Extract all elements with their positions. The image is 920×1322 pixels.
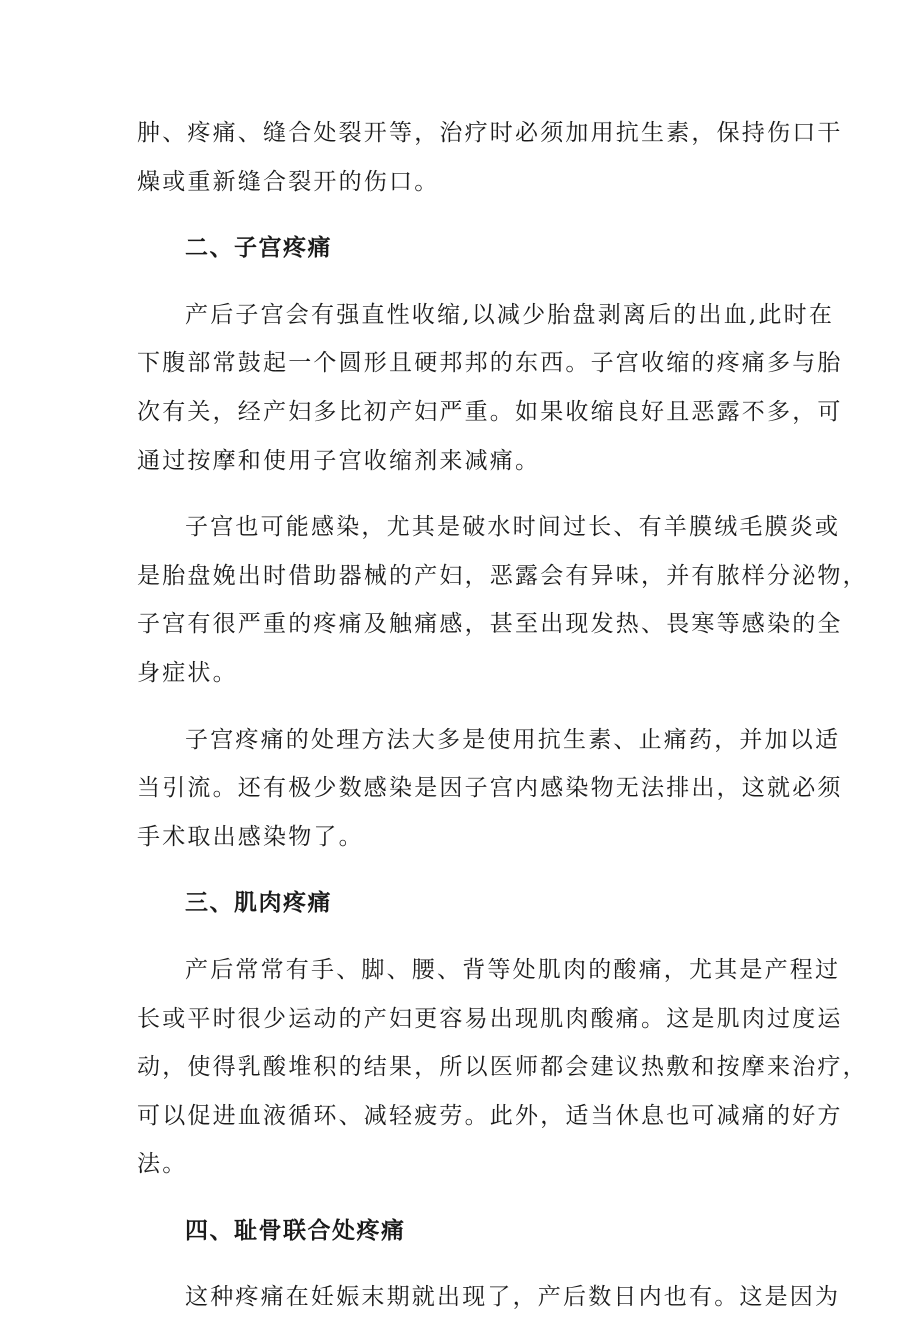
paragraph — [137, 291, 843, 485]
text-line: 长或平时很少运动的产妇更容易出现肌肉酸痛。这是肌肉过度运 — [137, 1005, 843, 1032]
text-line: 产后子宫会有强直性收缩,以减少胎盘剥离后的出血,此时在 — [185, 301, 835, 328]
text-line: 身症状。 — [137, 659, 238, 686]
text-line: 子宫疼痛的处理方法大多是使用抗生素、止痛药，并加以适 — [185, 726, 841, 753]
paragraph-gap — [137, 485, 793, 503]
text-line: 是胎盘娩出时借助器械的产妇，恶露会有异味，并有脓样分泌物， — [137, 562, 868, 589]
text-line: 法。 — [137, 1151, 188, 1178]
text-line: 手术取出感染物了。 — [137, 823, 364, 850]
text-line: 下腹部常鼓起一个圆形且硬邦邦的东西。子宫收缩的疼痛多与胎 — [137, 350, 843, 377]
paragraph-gap — [137, 1189, 793, 1207]
text-line: 这种疼痛在妊娠末期就出现了，产后数日内也有。这是因为 — [185, 1284, 841, 1311]
text-line: 子宫也可能感染，尤其是破水时间过长、有羊膜绒毛膜炎或 — [185, 514, 841, 541]
paragraph — [137, 503, 868, 697]
paragraph — [137, 716, 843, 862]
text-line: 肿、疼痛、缝合处裂开等，治疗时必须加用抗生素，保持伤口干 — [137, 120, 843, 146]
paragraph-continuation — [137, 109, 843, 206]
paragraph-gap — [137, 861, 793, 879]
text-line: 燥或重新缝合裂开的伤口。 — [137, 168, 440, 195]
section-heading-pubic-pain: 四、耻骨联合处疼痛 — [185, 1217, 406, 1244]
paragraph-gap — [137, 273, 793, 291]
text-line: 通过按摩和使用子宫收缩剂来减痛。 — [137, 447, 541, 474]
section-heading-uterine-pain: 二、子宫疼痛 — [185, 235, 332, 262]
paragraph-gap — [137, 928, 793, 946]
paragraph — [137, 946, 868, 1189]
paragraph-gap — [137, 1255, 793, 1273]
paragraph — [137, 1273, 841, 1322]
section-heading-muscle-pain: 三、肌肉疼痛 — [185, 890, 332, 917]
paragraph-gap — [137, 206, 793, 224]
text-line: 子宫有很严重的疼痛及触痛感，甚至出现发热、畏寒等感染的全 — [137, 611, 843, 638]
text-line: 产后常常有手、脚、腰、背等处肌肉的酸痛，尤其是产程过 — [185, 956, 841, 983]
text-line: 当引流。还有极少数感染是因子宫内感染物无法排出，这就必须 — [137, 775, 843, 802]
document-body — [137, 109, 868, 1322]
text-line: 次有关，经产妇多比初产妇严重。如果收缩良好且恶露不多，可 — [137, 398, 843, 425]
text-line: 动，使得乳酸堆积的结果，所以医师都会建议热敷和按摩来治疗， — [137, 1054, 868, 1081]
paragraph-gap — [137, 698, 793, 716]
text-line: 可以促进血液循环、减轻疲劳。此外，适当休息也可减痛的好方 — [137, 1102, 843, 1129]
